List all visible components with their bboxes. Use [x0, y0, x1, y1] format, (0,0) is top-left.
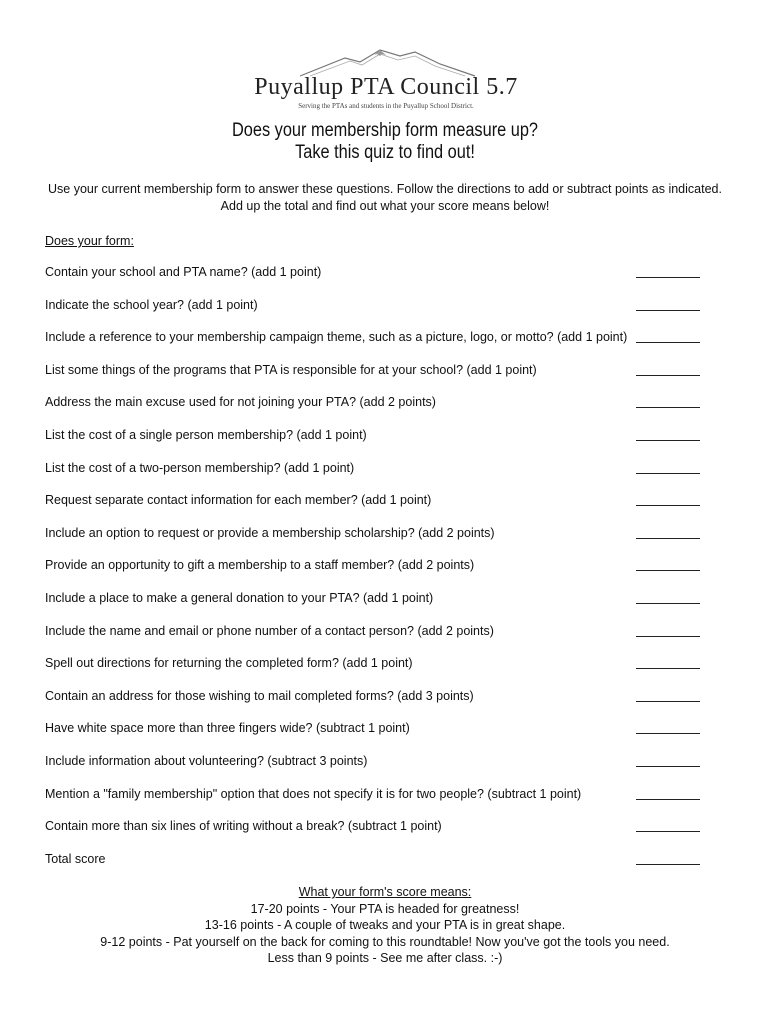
- points-blank[interactable]: [636, 766, 700, 767]
- logo-subtitle: Serving the PTAs and students in the Puyallup School District.: [298, 102, 474, 110]
- points-blank[interactable]: [636, 668, 700, 669]
- question-row: [45, 395, 700, 413]
- question-text: Provide an opportunity to gift a membership to a staff member? (add 2 points): [45, 558, 475, 573]
- page-subtitle: Take this quiz to find out!: [295, 142, 475, 163]
- points-blank[interactable]: [636, 701, 700, 702]
- question-text: Include an option to request or provide a membership scholarship? (add 2 points): [45, 525, 495, 540]
- question-row: [45, 754, 700, 772]
- question-text: Request separate contact information for each member? (add 1 point): [45, 493, 432, 508]
- question-row: [45, 265, 700, 283]
- question-text: Contain more than six lines of writing without a break? (subtract 1 point): [45, 819, 442, 834]
- question-row: [45, 819, 700, 837]
- question-text: Address the main excuse used for not joining your PTA? (add 2 points): [45, 395, 436, 410]
- question-row: [45, 298, 700, 316]
- points-blank[interactable]: [636, 505, 700, 506]
- question-text: List the cost of a two-person membership? (add 1 point): [45, 460, 355, 475]
- question-row: [45, 624, 700, 642]
- question-text: Include a reference to your membership campaign theme, such as a picture, logo, or motto? (add 1 point): [45, 330, 628, 345]
- question-row: [45, 526, 700, 544]
- question-text: Mention a "family membership" option that does not specify it is for two people? (subtract 1 point): [45, 786, 582, 801]
- score-line: 17-20 points - Your PTA is headed for greatness!: [250, 901, 520, 916]
- points-blank[interactable]: [636, 407, 700, 408]
- question-row: [45, 363, 700, 381]
- question-text: Spell out directions for returning the completed form? (add 1 point): [45, 656, 413, 671]
- question-text: Include information about volunteering? (subtract 3 points): [45, 754, 368, 768]
- question-text: List some things of the programs that PTA is responsible for at your school? (add 1 point): [45, 362, 537, 377]
- question-text: Include a place to make a general donation to your PTA? (add 1 point): [45, 591, 434, 605]
- question-row: [45, 656, 700, 674]
- question-text: Contain an address for those wishing to mail completed forms? (add 3 points): [45, 688, 474, 703]
- points-blank[interactable]: [636, 440, 700, 441]
- question-text: List the cost of a single person membership? (add 1 point): [45, 428, 367, 442]
- question-row: [45, 461, 700, 479]
- question-text: Have white space more than three fingers wide? (subtract 1 point): [45, 721, 410, 736]
- total-score-blank[interactable]: [636, 864, 700, 865]
- points-blank[interactable]: [636, 473, 700, 474]
- question-text: Total score: [45, 851, 106, 866]
- question-row: [45, 330, 700, 348]
- score-line: Less than 9 points - See me after class. :-): [267, 951, 503, 965]
- question-row: [45, 558, 700, 576]
- points-blank[interactable]: [636, 831, 700, 832]
- points-blank[interactable]: [636, 603, 700, 604]
- logo-title: Puyallup PTA Council 5.7: [254, 74, 518, 100]
- points-blank[interactable]: [636, 570, 700, 571]
- points-blank[interactable]: [636, 733, 700, 734]
- question-text: Contain your school and PTA name? (add 1 point): [45, 265, 322, 279]
- score-key: [0, 884, 770, 967]
- question-text: Indicate the school year? (add 1 point): [45, 297, 258, 312]
- question-row: [45, 493, 700, 511]
- question-row: [45, 721, 700, 739]
- pta-council-logo: [250, 46, 522, 116]
- question-row: [45, 591, 700, 609]
- points-blank[interactable]: [636, 342, 700, 343]
- instructions-paragraph: Use your current membership form to answer these questions. Follow the directions to add or subtract points as indicated. Add up the total and find out what your score means below!: [48, 182, 722, 213]
- points-blank[interactable]: [636, 636, 700, 637]
- question-row: [45, 689, 700, 707]
- question-row: [45, 428, 700, 446]
- question-text: Include the name and email or phone number of a contact person? (add 2 points): [45, 623, 494, 638]
- page-title: Does your membership form measure up?: [231, 120, 539, 141]
- score-line: 13-16 points - A couple of tweaks and your PTA is in great shape.: [204, 918, 566, 932]
- points-blank[interactable]: [636, 799, 700, 800]
- total-score-row: [45, 852, 700, 870]
- points-blank[interactable]: [636, 538, 700, 539]
- score-key-heading: What your form's score means:: [298, 885, 472, 899]
- points-blank[interactable]: [636, 277, 700, 278]
- questions-heading: Does your form:: [45, 234, 134, 248]
- points-blank[interactable]: [636, 375, 700, 376]
- points-blank[interactable]: [636, 310, 700, 311]
- question-row: [45, 787, 700, 805]
- score-line: 9-12 points - Pat yourself on the back for coming to this roundtable! Now you've got the tools you need.: [100, 934, 670, 949]
